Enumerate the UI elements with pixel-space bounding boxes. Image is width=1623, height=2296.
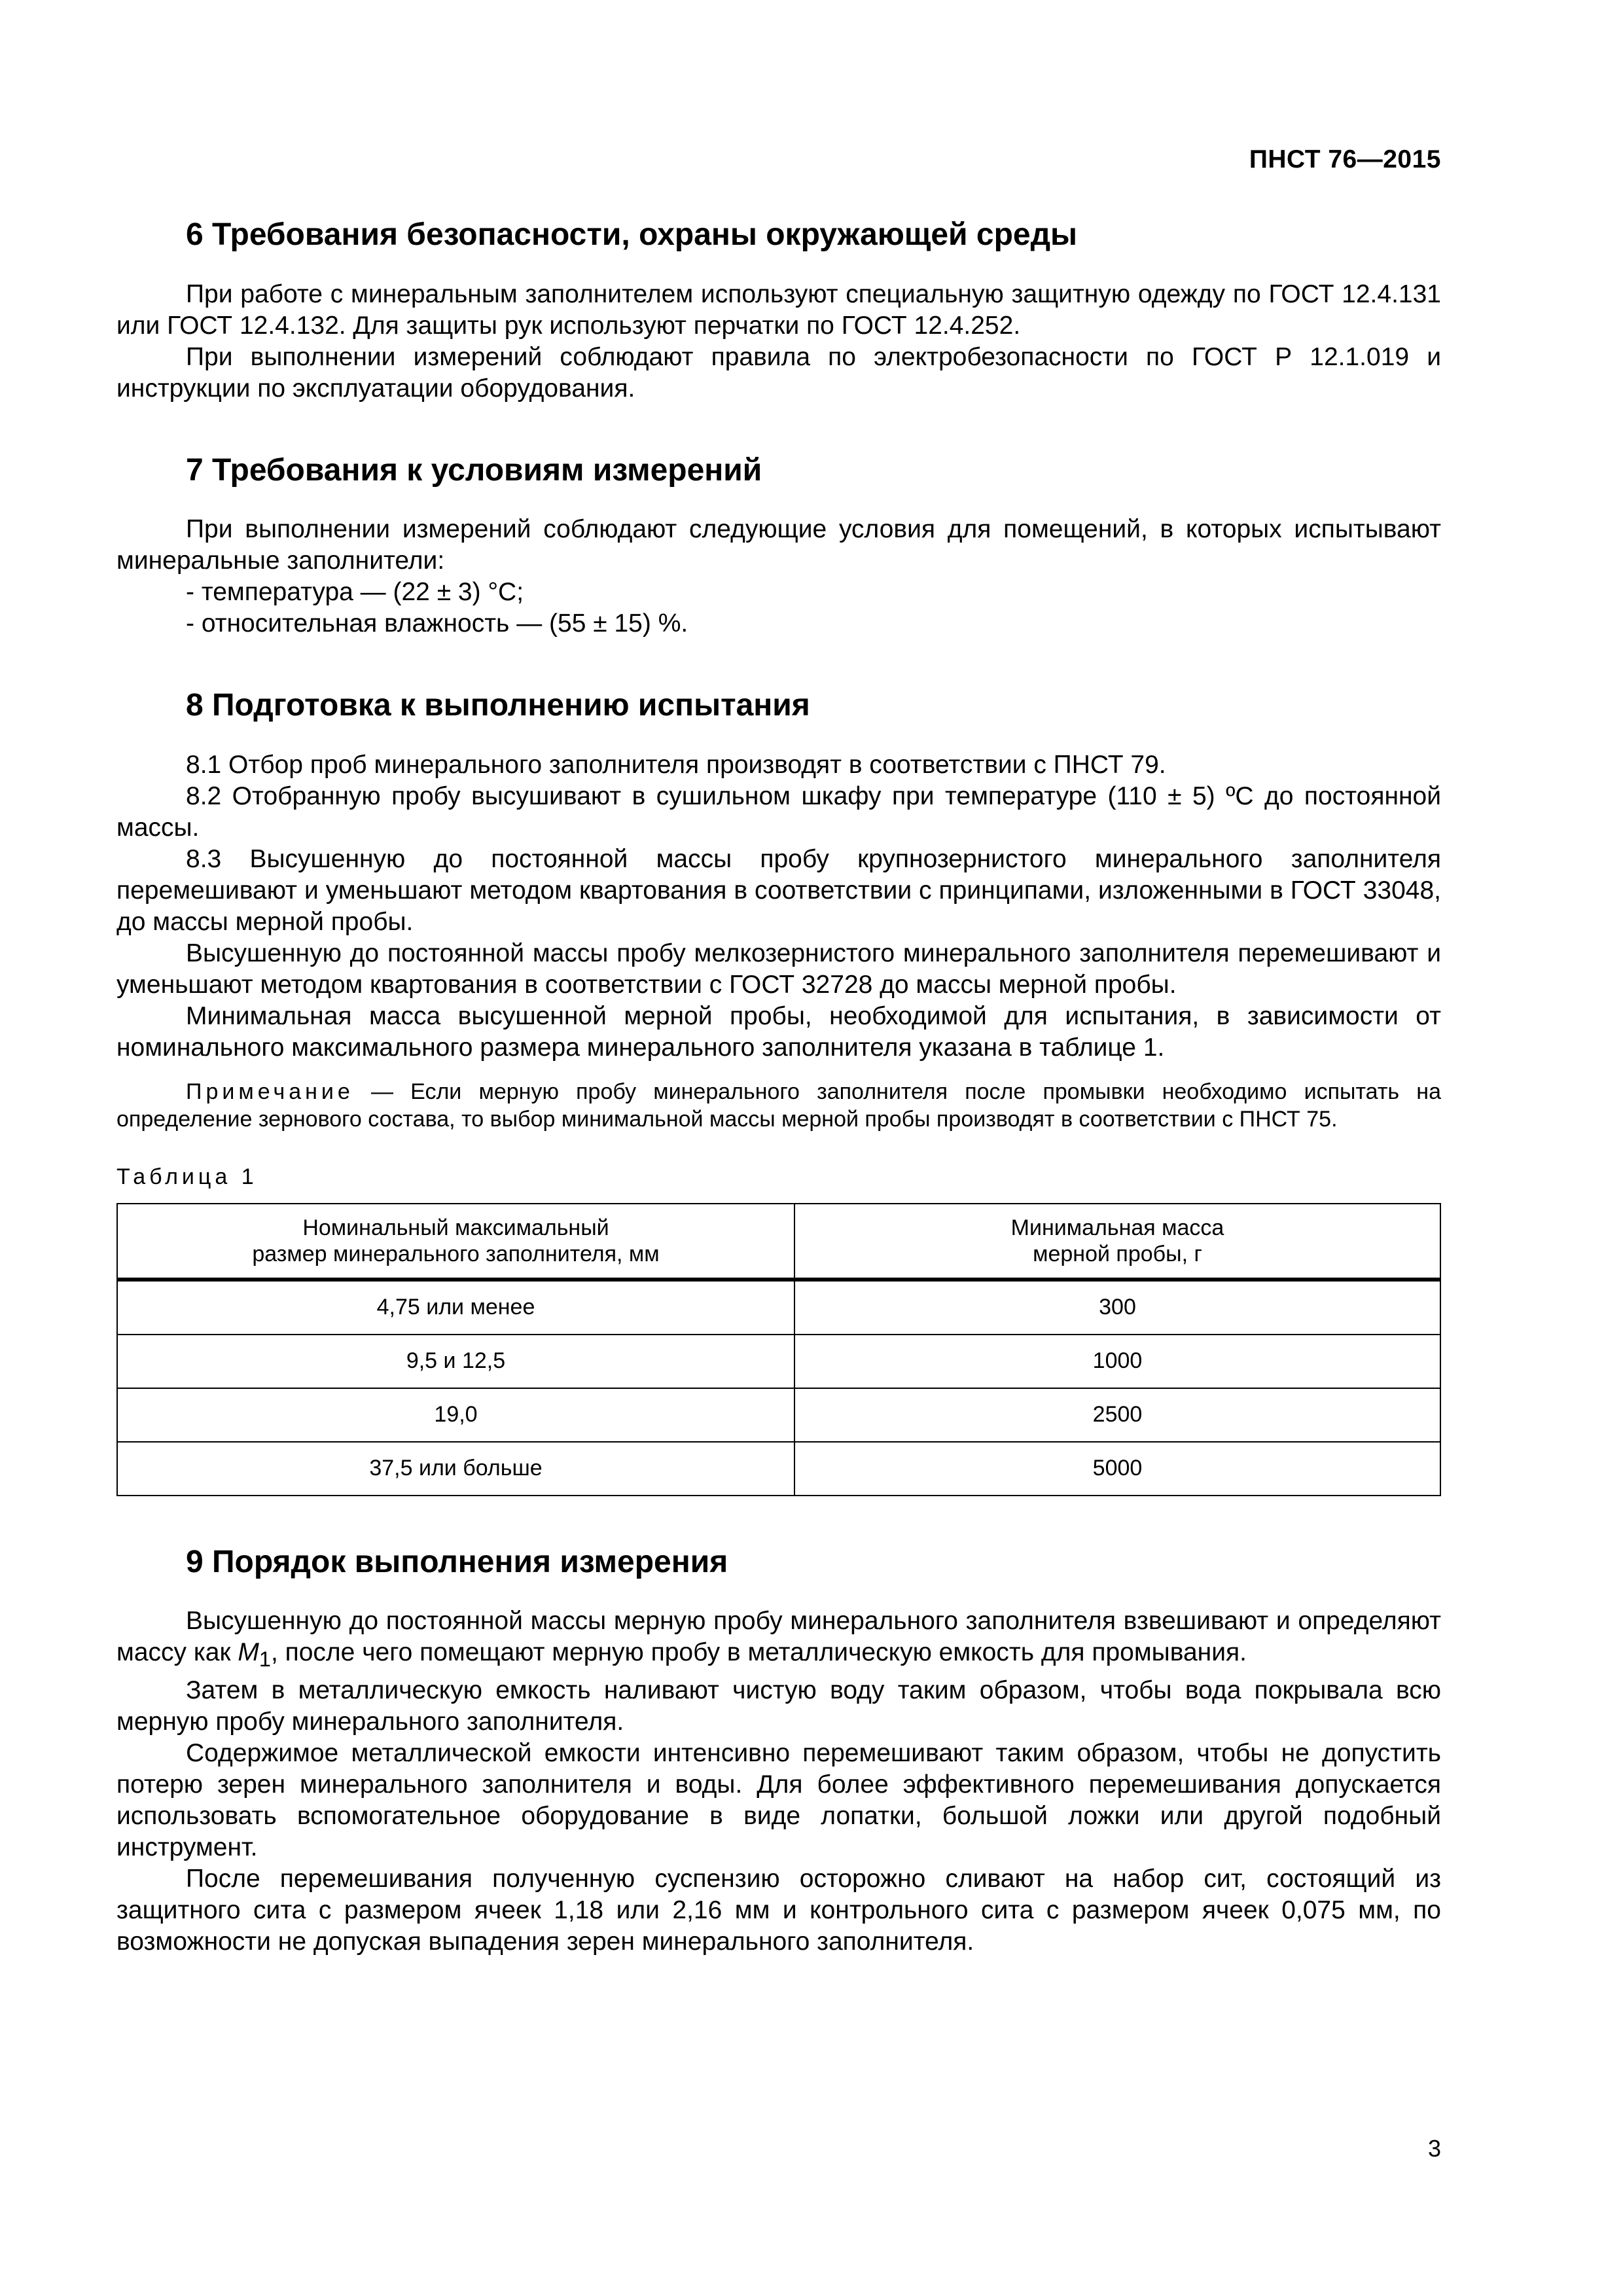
table-cell: 19,0 [117,1388,794,1442]
note-label: Примечание [186,1079,354,1104]
table-cell: 4,75 или менее [117,1280,794,1335]
table-row [117,1280,1440,1335]
table-caption: Таблица 1 [116,1164,258,1189]
section-6-paragraph: При выполнении измерений соблюдают правила по электробезопасности по ГОСТ Р 12.1.019 и инструкции по эксплуатации оборудования. [116,342,1441,403]
section-8-paragraph: 8.2 Отобранную пробу высушивают в сушильном шкафу при температуре (110 ± 5) ºС до постоянной массы. [116,781,1441,842]
mass-variable: M [238,1638,259,1667]
page-content [116,216,1441,1958]
section-8-paragraph: 8.1 Отбор проб минерального заполнителя производят в соответствии с ПНСТ 79. [186,750,1166,779]
section-8-title: 8 Подготовка к выполнению испытания [186,688,810,723]
table-header-cell [117,1204,794,1280]
section-8-paragraph: Высушенную до постоянной массы пробу мелкозернистого минерального заполнителя перемешивают и уменьшают методом квартования в соответствии с ГОСТ 32728 до массы мерной пробы. [116,939,1441,999]
table-header-row [117,1204,1440,1280]
header-line: Номинальный максимальный [302,1215,609,1240]
table-cell: 300 [794,1280,1440,1335]
header-line: размер минерального заполнителя, мм [252,1241,660,1266]
section-6-paragraph: При работе с минеральным заполнителем используют специальную защитную одежду по ГОСТ 12.4.131 или ГОСТ 12.4.132. Для защиты рук используют перчатки по ГОСТ 12.4.252. [116,279,1441,340]
header-line: мерной пробы, г [1033,1241,1202,1266]
table-cell: 2500 [794,1388,1440,1442]
section-9-paragraph: Содержимое металлической емкости интенсивно перемешивают таким образом, чтобы не допустить потерю зерен минерального заполнителя и воды. Для более эффективного перемешивания допускается использовать вспомогательное оборудование в виде лопатки, большой ложки или другой подобный инструмент. [116,1739,1441,1862]
section-7-title: 7 Требования к условиям измерений [186,452,762,488]
document-id: ПНСТ 76—2015 [1249,145,1441,173]
table-cell: 5000 [794,1442,1440,1496]
table-row [117,1388,1440,1442]
header-line: Минимальная масса [1010,1215,1224,1240]
section-7-paragraph: При выполнении измерений соблюдают следующие условия для помещений, в которых испытывают минеральные заполнители: [116,515,1441,575]
section-9-title: 9 Порядок выполнения измерения [186,1544,728,1579]
section-8-paragraph: 8.3 Высушенную до постоянной массы пробу крупнозернистого минерального заполнителя перемешивают и уменьшают методом квартования в соответствии с принципами, изложенными в ГОСТ 33048, до массы мерной пробы. [116,844,1441,936]
section-8-paragraph: Минимальная масса высушенной мерной пробы, необходимой для испытания, в зависимости от номинального максимального размера минерального заполнителя указана в таблице 1. [116,1001,1441,1062]
table-1 [116,1203,1441,1496]
table-row [117,1335,1440,1388]
table-row [117,1442,1440,1496]
list-item: - относительная влажность — (55 ± 15) %. [186,609,688,638]
section-6-title: 6 Требования безопасности, охраны окружающей среды [186,217,1078,252]
table-cell: 1000 [794,1335,1440,1388]
text-run: Высушенную до постоянной массы мерную пробу минерального заполнителя взвешивают и определяют массу как [116,1607,1441,1667]
note-text: — Если мерную пробу минерального заполнителя после промывки необходимо испытать на определение зернового состава, то выбор минимальной массы мерной пробы производят в соответствии с ПНСТ 75. [116,1079,1441,1132]
section-9-paragraph: После перемешивания полученную суспензию осторожно сливают на набор сит, состоящий из защитного сита с размером ячеек 1,18 или 2,16 мм и контрольного сита с размером ячеек 0,075 мм, по возможности не допуская выпадения зерен минерального заполнителя. [116,1865,1441,1956]
table-header-cell [794,1204,1440,1280]
table-cell: 37,5 или больше [117,1442,794,1496]
section-9-paragraph [116,1605,1441,1675]
list-item: - температура — (22 ± 3) °С; [186,578,524,607]
section-9-paragraph: Затем в металлическую емкость наливают чистую воду таким образом, чтобы вода покрывала всю мерную пробу минерального заполнителя. [116,1676,1441,1736]
text-run: , после чего помещают мерную пробу в металлическую емкость для промывания. [270,1638,1247,1667]
table-cell: 9,5 и 12,5 [117,1335,794,1388]
mass-subscript: 1 [259,1647,271,1672]
note [116,1078,1441,1133]
page-number: 3 [1427,2135,1441,2162]
